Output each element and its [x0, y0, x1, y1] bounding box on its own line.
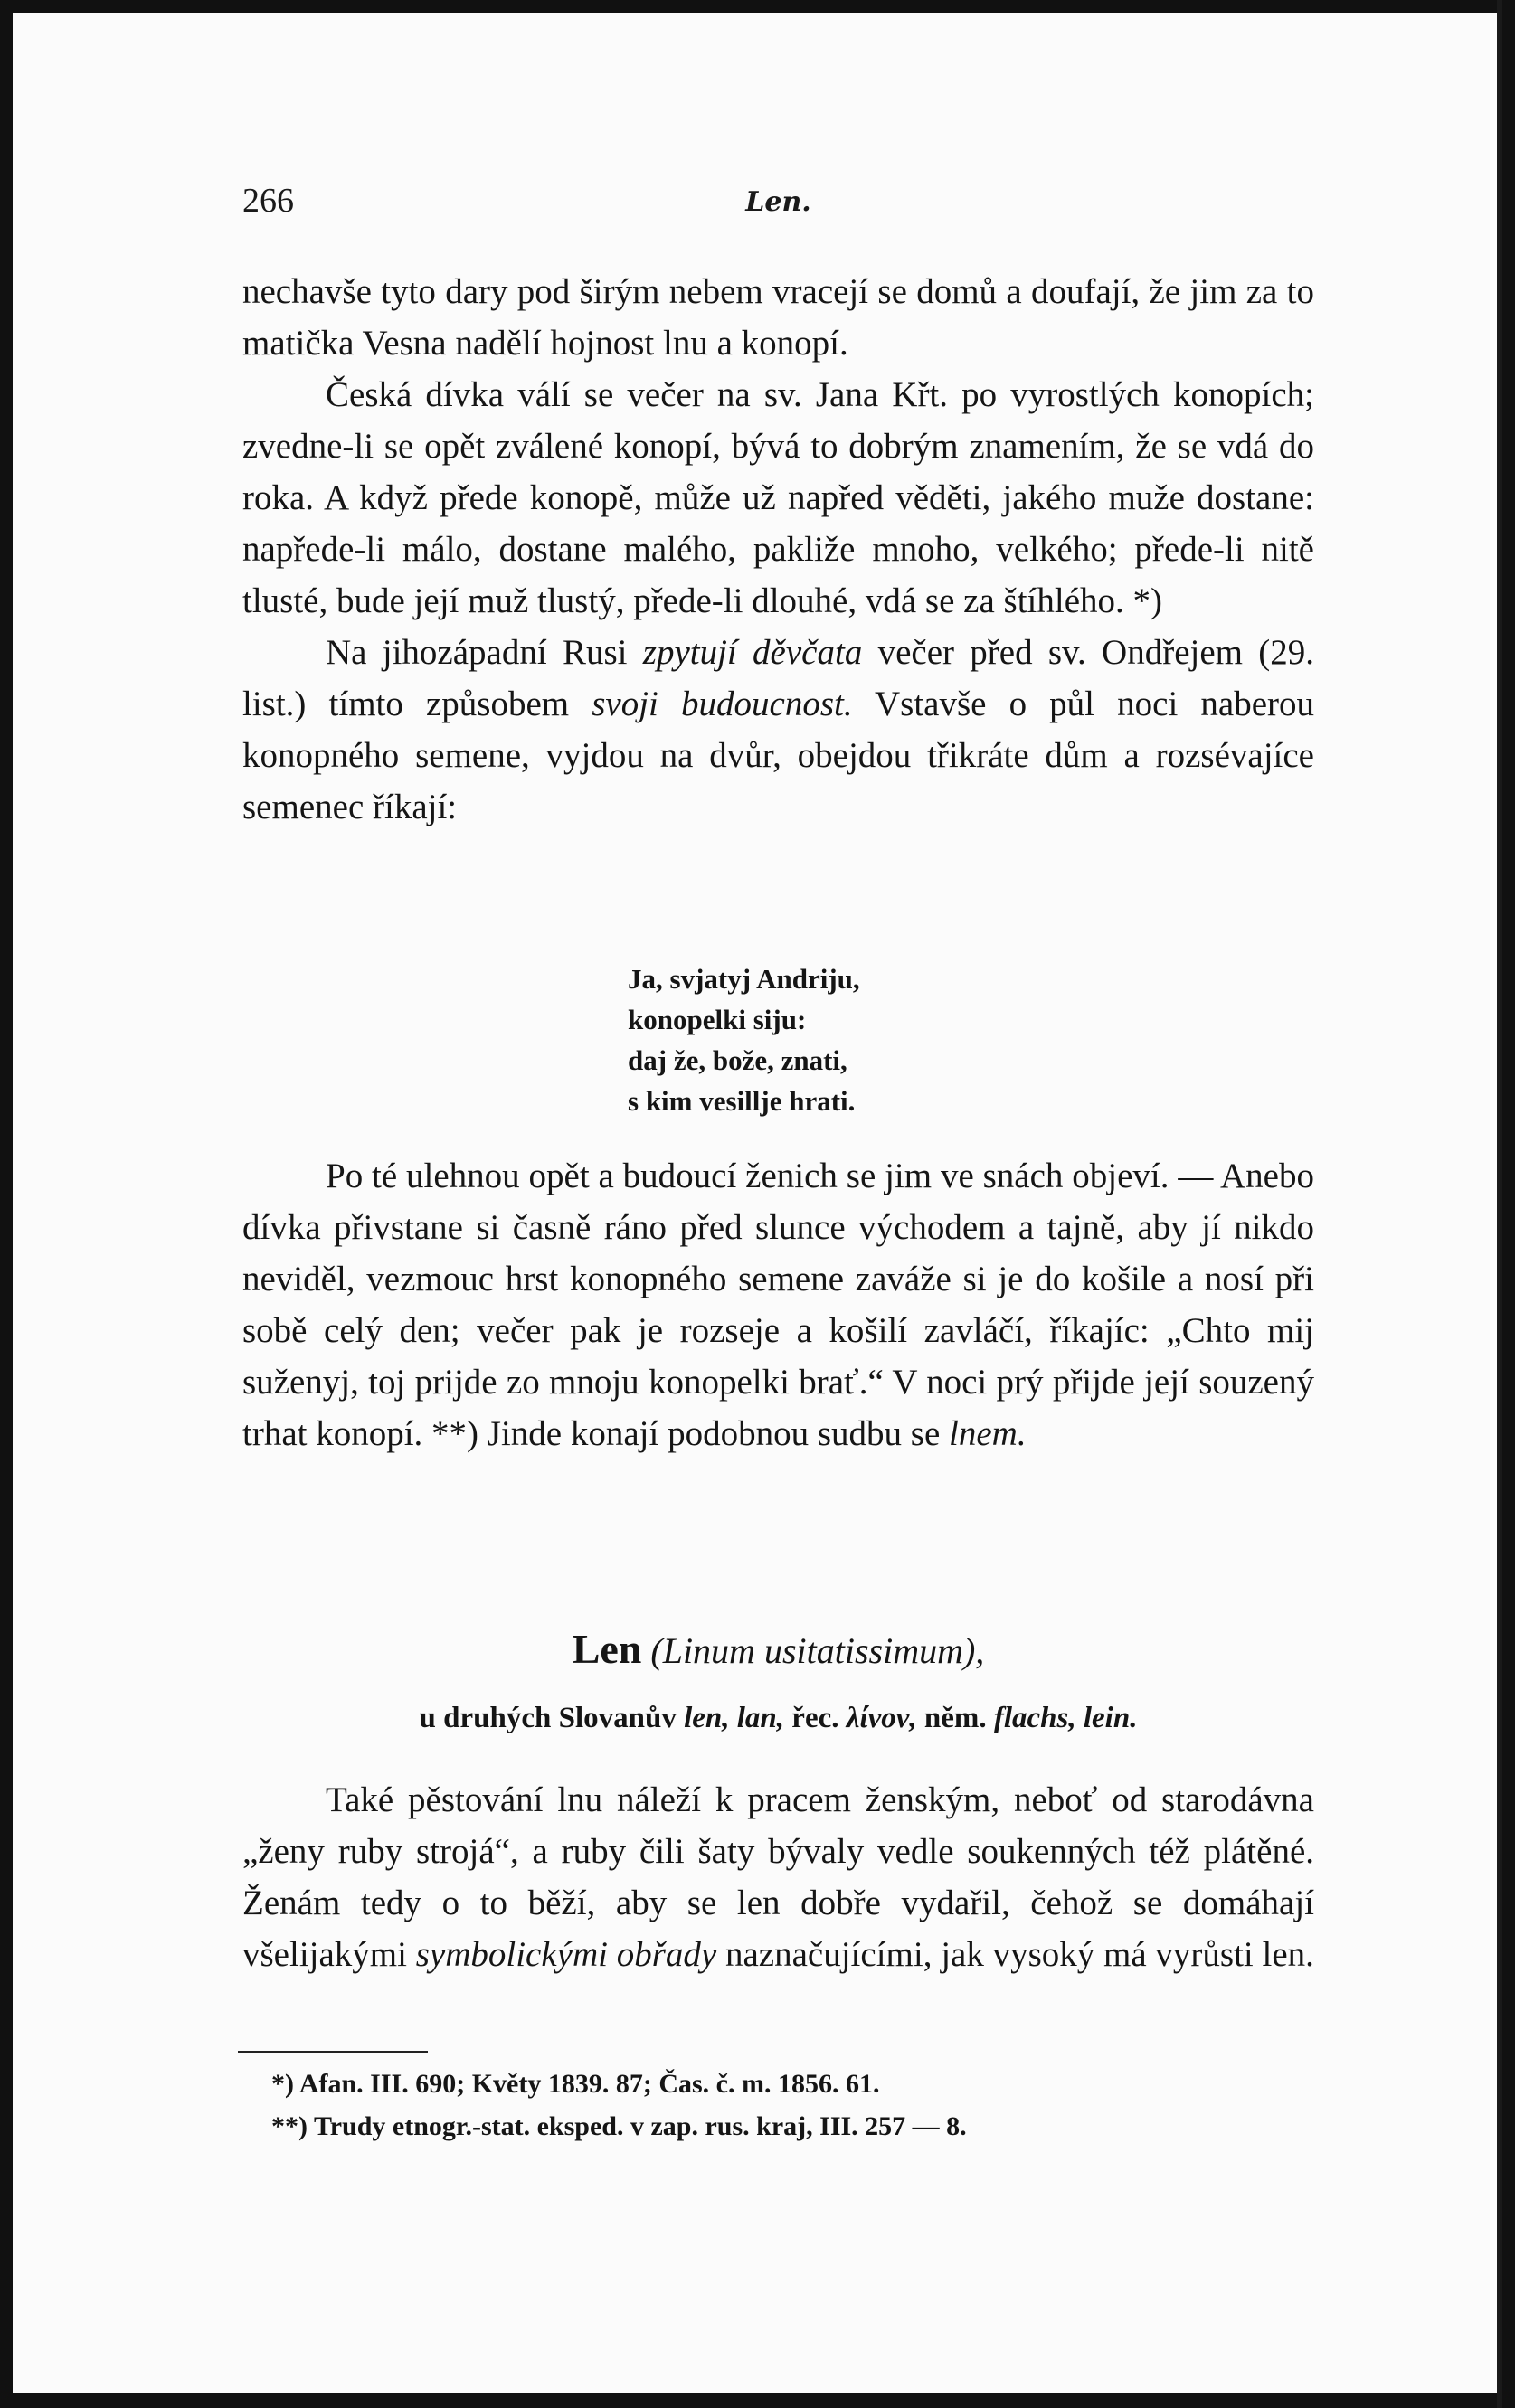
- paragraph-2: Česká dívka válí se večer na sv. Jana Křt. po vyrostlých konopích; zvedne-li se opět zválené konopí, bývá to dobrým znamením, že se vdá do roka. A když přede konopě, může už napřed věděti, jakého muže dostane: napřede-li málo, dostane malého, pakliže mnoho, velkého; přede-li nitě tlusté, bude její muž tlustý, přede-li dlouhé, vdá se za štíhlého. *): [242, 375, 1314, 620]
- page-header: [242, 181, 1314, 235]
- paragraph-3: Na jihozápadní Rusi zpytují děvčata večer před sv. Ondřejem (29. list.) tímto způsobem svoji budoucnost. Vstavše o půl noci naberou konopného semene, vyjdou na dvůr, obejdou třikráte dům a rozsévajíce semenec říkají:: [242, 633, 1315, 826]
- paragraph-1: nechavše tyto dary pod širým nebem vracejí se domů a doufají, že jim za to matička Vesna nadělí hojnost lnu a konopí.: [242, 272, 1314, 363]
- poem-line: s kim vesillje hrati.: [628, 1085, 856, 1117]
- paragraph-5: Také pěstování lnu náleží k pracem ženským, neboť od starodávna „ženy ruby strojá“, a ruby čili šaty bývaly vedle soukenných též plátěné. Ženám tedy o to běží, aby se len dobře vydařil, čehož se domáhají všelijakými symbolickými obřady naznačujícími, jak vysoký má vyrůsti len.: [242, 1780, 1314, 1974]
- section-latin-name: (Linum usitatissimum),: [650, 1630, 985, 1671]
- section-subheading: u druhých Slovanův len, lan, řec. λίνον, něm. flachs, lein.: [419, 1702, 1138, 1734]
- running-title: Len.: [745, 186, 811, 218]
- body-text-bottom: [242, 1774, 1314, 1980]
- scan-edge: [1497, 0, 1502, 2408]
- body-text-top: [242, 266, 1314, 833]
- section-title: Len: [572, 1626, 642, 1672]
- footnote-1: *) Afan. III. 690; Květy 1839. 87; Čas. č. m. 1856. 61.: [271, 2069, 880, 2099]
- page-number: 266: [242, 182, 294, 220]
- poem-line: daj že, bože, znati,: [628, 1044, 847, 1076]
- poem-line: Ja, svjatyj Andriju,: [628, 963, 860, 995]
- italic-phrase: symbolickými obřady: [415, 1935, 717, 1974]
- body-text-middle: [242, 1150, 1314, 1459]
- footnotes: [271, 2063, 1311, 2148]
- italic-word: lnem.: [949, 1414, 1027, 1453]
- italic-phrase: svoji budoucnost.: [592, 685, 853, 723]
- poem: [628, 958, 860, 1121]
- italic-phrase: zpytují děvčata: [642, 633, 863, 672]
- footnote-divider: [238, 2051, 428, 2053]
- paragraph-4: Po té ulehnou opět a budoucí ženich se jim ve snách objeví. — Anebo dívka přivstane si časně ráno před slunce východem a tajně, aby jí nikdo neviděl, vezmouc hrst konopného semene zaváže si je do košile a nosí při sobě celý den; večer pak je rozseje a košilí zavláčí, říkajíc: „Chto mij suženyj, toj prijde zo mnoju konopelki brať.“ V noci prý přijde její souzený trhat konopí. **) Jinde konají podobnou sudbu se lnem.: [242, 1157, 1314, 1453]
- poem-line: konopelki siju:: [628, 1004, 807, 1035]
- footnote-2: **) Trudy etnogr.-stat. eksped. v zap. rus. kraj, III. 257 — 8.: [271, 2111, 967, 2141]
- section-heading: [242, 1625, 1314, 1673]
